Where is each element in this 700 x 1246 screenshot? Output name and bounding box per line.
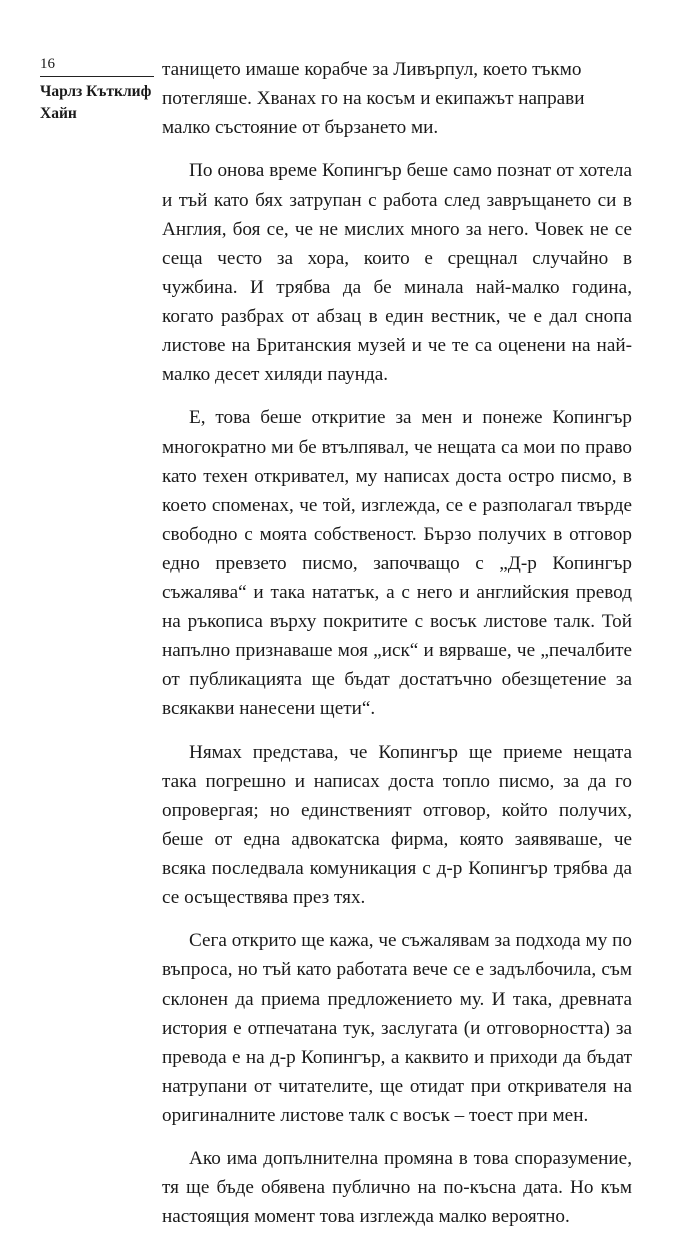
- body-text: [162, 55, 632, 1246]
- running-head: Чарлз Кътклиф Хайн: [40, 83, 152, 122]
- paragraph: Нямах представа, че Копингър ще приеме нещата така погрешно и написах доста топло писмо, за да го опровергая; но единственият отговор, който получих, беше от една адвокатска фирма, която заявяваше, че всяка последвала комуникация с д-р Копингър трябва да се осъществява през тях.: [162, 741, 632, 909]
- paragraph: По онова време Копингър беше само познат от хотела и тъй като бях затрупан с работа след завръщането си в Англия, боя се, че не мислих много за него. Човек не се сеща често за хора, които е срещнал случайно в чужбина. И трябва да бе минала най-малко година, когато разбрах от абзац в един вестник, че е дал снопа листове на Британския музей и че те са оценени на най-малко десет хиляди паунда.: [162, 160, 632, 386]
- page-number: 16: [40, 56, 55, 72]
- paragraph: Ако има допълнителна промяна в това споразумение, тя ще бъде обявена публично на по-късна дата. Но към настоящия момент това изглежда малко вероятно.: [162, 1148, 632, 1228]
- paragraph: Е, това беше откритие за мен и понеже Копингър многократно ми бе втълпявал, че нещата са мои по право като техен откривател, му написах доста остро писмо, в което споменах, че той, изглежда, се е разполагал твърде свободно с моята собственост. Бързо получих в отговор едно превзето писмо, започващо с „Д-р Копингър съжалява“ и така нататък, а с него и английския превод на ръкописа върху покритите с восък листове талк. Той напълно признаваше моя „иск“ и вярваше, че „печалбите от публикацията ще бъдат достатъчно обезщетение за всякакви нанесени щети“.: [162, 407, 632, 720]
- header-rule: [40, 76, 154, 77]
- paragraph: Сега открито ще кажа, че съжалявам за подхода му по въпроса, но тъй като работата вече се е задълбочила, съм склонен да приема предложението му. И така, древната история е отпечатана тук, заслугата (и отговорността) за превода е на д-р Копингър, а каквито и приходи да бъдат натрупани от читателите, ще отидат при откривателя на оригиналните листове талк с восък – тоест при мен.: [162, 930, 632, 1126]
- paragraph: танището имаше корабче за Ливърпул, което тъкмо потегляше. Хванах го на косъм и екипажът направи малко състояние от бързането ми.: [162, 59, 585, 139]
